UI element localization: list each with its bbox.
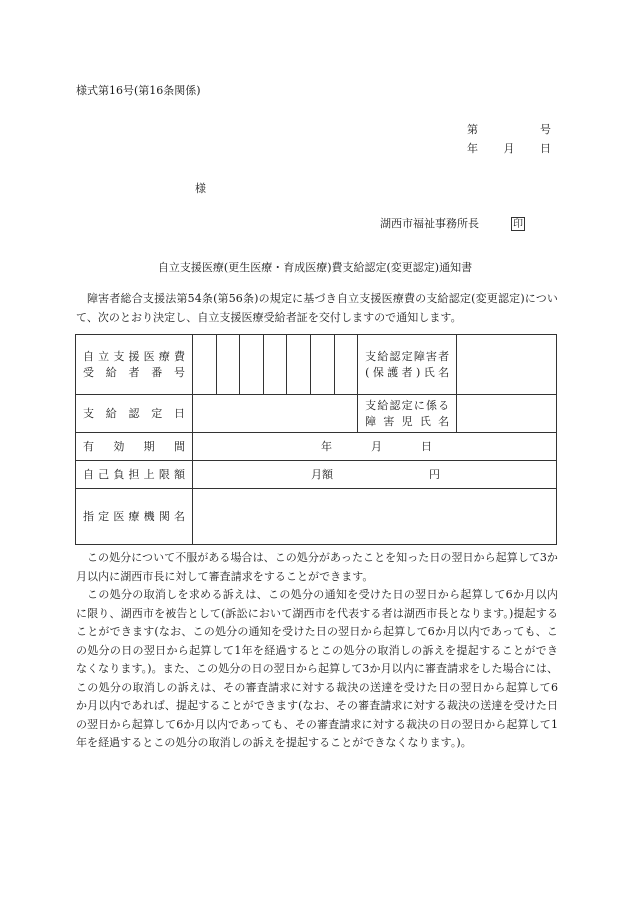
table-row	[76, 489, 557, 545]
validity-day: 日	[421, 439, 432, 453]
certified-date-label: 支給認定日	[76, 395, 193, 433]
date-month: 月	[503, 142, 515, 155]
issuer-name: 湖西市福祉事務所長	[380, 217, 479, 230]
recipient-number-label: 自立支援医療費 受給者番号	[76, 335, 193, 395]
digit-cell[interactable]	[216, 335, 240, 395]
digit-cell[interactable]	[193, 335, 217, 395]
copay-limit-value[interactable]	[193, 461, 557, 489]
document-title: 自立支援医療(更生医療・育成医療)費支給認定(変更認定)通知書	[157, 261, 473, 274]
certification-table	[75, 334, 557, 545]
institution-value[interactable]	[193, 489, 557, 545]
monthly-label: 月額	[311, 467, 333, 481]
validity-period-label: 有効期間	[76, 433, 193, 461]
notice-paragraph: この処分の取消しを求める訴えは、この処分の通知を受けた日の翌日から起算して6か月以内に限り、湖西市を被告として(訴訟において湖西市を代表する者は湖西市長となります。)提起することができます(なお、この処分の通知を受けた日の翌日から起算して6か月以内であっても、この処分の日の翌日から起算して1年を経過するとこの処分の取消しの訴えを提起することができなくなります。)。また、この処分の日の翌日から起算して3か月以内に審査請求をした場合には、この処分の取消しの訴えは、その審査請求に対する裁決の送達を受けた日の翌日から起算して6か月以内であれば、提起することができます(なお、その審査請求に対する裁決の送達を受けた日の翌日から起算して6か月以内であっても、その審査請求に対する裁決の日の翌日から起算して1年を経過するとこの処分の取消しの訴えを提起することができなくなります。)。	[76, 588, 558, 749]
notice-paragraph: この処分について不服がある場合は、この処分があったことを知った日の翌日から起算して3か月以内に湖西市長に対して審査請求をすることができます。	[76, 551, 558, 583]
validity-year: 年	[321, 439, 332, 453]
validity-month: 月	[371, 439, 382, 453]
issue-date-line	[467, 140, 551, 158]
certified-date-value[interactable]	[193, 395, 358, 433]
addressee-suffix: 様	[195, 182, 206, 195]
form-number: 様式第16号(第16条関係)	[76, 84, 201, 97]
number-prefix: 第	[467, 123, 478, 136]
table-row	[76, 433, 557, 461]
institution-label: 指定医療機関名	[76, 489, 193, 545]
digit-cell[interactable]	[287, 335, 311, 395]
certified-person-value[interactable]	[457, 335, 557, 395]
table-row	[76, 395, 557, 433]
digit-cell[interactable]	[334, 335, 358, 395]
certified-person-label: 支給認定障害者 (保護者)氏名	[358, 335, 457, 395]
appeal-notice	[76, 549, 558, 753]
number-suffix: 号	[540, 123, 551, 136]
intro-text: 障害者総合支援法第54条(第56条)の規定に基づき自立支援医療費の支給認定(変更認定)について、次のとおり決定し、自立支援医療受給者証を交付しますので通知します。	[76, 292, 558, 324]
intro-paragraph	[76, 290, 558, 327]
date-day: 日	[540, 142, 551, 155]
document-number-line	[467, 121, 551, 139]
child-name-label: 支給認定に係る 障害児氏名	[358, 395, 457, 433]
child-name-value[interactable]	[457, 395, 557, 433]
digit-cell[interactable]	[240, 335, 264, 395]
issuer-block	[380, 215, 525, 233]
date-year: 年	[467, 142, 478, 155]
table-row	[76, 335, 557, 395]
seal-mark: 印	[513, 218, 523, 230]
table-row	[76, 461, 557, 489]
copay-limit-label: 自己負担上限額	[76, 461, 193, 489]
validity-period-value[interactable]	[193, 433, 557, 461]
digit-cell[interactable]	[263, 335, 287, 395]
digit-cell[interactable]	[310, 335, 334, 395]
yen-label: 円	[429, 467, 440, 481]
